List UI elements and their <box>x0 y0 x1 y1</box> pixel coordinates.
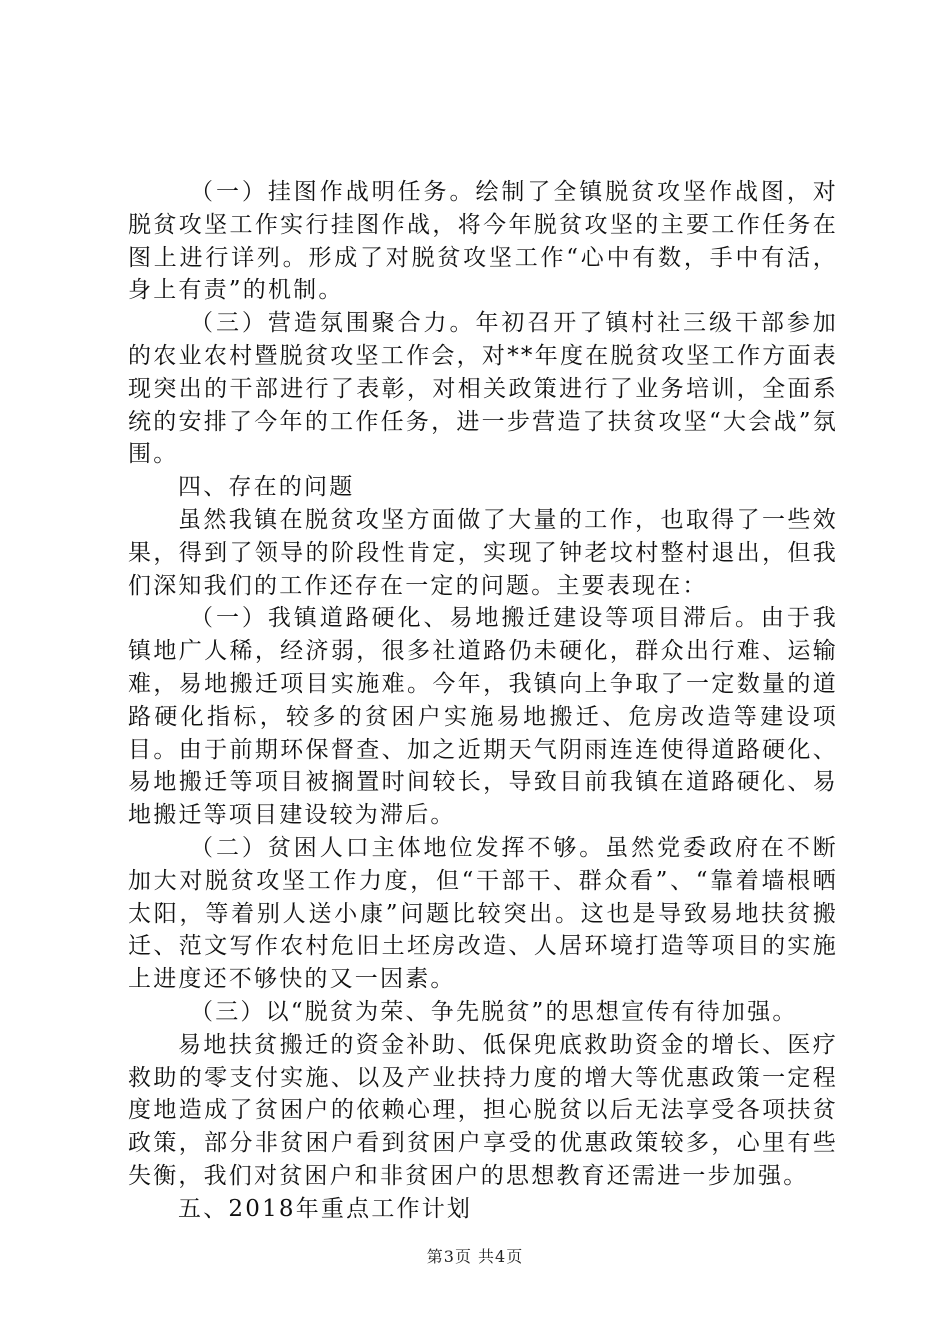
paragraph-publicity: （三）以“脱贫为荣、争先脱贫”的思想宣传有待加强。 <box>190 998 798 1025</box>
section-heading-plan: 五、2018年重点工作计划 <box>178 1195 473 1222</box>
paragraph-dependency: 易地扶贫搬迁的资金补助、低保兜底救助资金的增长、医疗救助的零支付实施、以及产业扶持力度的增大等优惠政策一定程度地造成了贫困户的依赖心理，担心脱贫以后无法享受各项扶贫政策，部分非贫困户看到贫困户享受的优惠政策较多，心里有些失衡，我们对贫困户和非贫困户的思想教育还需进一步加强。 <box>128 1031 838 1189</box>
paragraph-problems-intro: 虽然我镇在脱贫攻坚方面做了大量的工作，也取得了一些效果，得到了领导的阶段性肯定，实现了钟老坟村整村退出，但我们深知我们的工作还存在一定的问题。主要表现在： <box>128 506 838 599</box>
paragraph-poor-population: （二）贫困人口主体地位发挥不够。虽然党委政府在不断加大对脱贫攻坚工作力度，但“干部干、群众看”、“靠着墙根晒太阳，等着别人送小康”问题比较突出。这也是导致易地扶贫搬迁、范文写作农村危旧土坯房改造、人居环境打造等项目的实施上进度还不够快的又一因素。 <box>128 834 838 993</box>
section-heading-problems: 四、存在的问题 <box>178 474 355 501</box>
paragraph-map-task: （一）挂图作战明任务。绘制了全镇脱贫攻坚作战图，对脱贫攻坚工作实行挂图作战，将今年脱贫攻坚的主要工作任务在图上进行详列。形成了对脱贫攻坚工作“心中有数，手中有活，身上有责”的机制。 <box>128 179 838 304</box>
document-body <box>128 176 838 1226</box>
page-footer: 第3页 共4页 <box>426 1247 524 1266</box>
paragraph-road-relocation: （一）我镇道路硬化、易地搬迁建设等项目滞后。由于我镇地广人稀，经济弱，很多社道路仍未硬化，群众出行难、运输难，易地搬迁项目实施难。今年，我镇向上争取了一定数量的道路硬化指标，较多的贫困户实施易地搬迁、危房改造等建设项目。由于前期环保督查、加之近期天气阴雨连连使得道路硬化、易地搬迁等项目被搁置时间较长，导致目前我镇在道路硬化、易地搬迁等项目建设较为滞后。 <box>128 605 838 829</box>
paragraph-atmosphere: （三）营造氛围聚合力。年初召开了镇村社三级干部参加的农业农村暨脱贫攻坚工作会，对**年度在脱贫攻坚工作方面表现突出的干部进行了表彰，对相关政策进行了业务培训，全面系统的安排了今年的工作任务，进一步营造了扶贫攻坚“大会战”氛围。 <box>128 310 838 468</box>
